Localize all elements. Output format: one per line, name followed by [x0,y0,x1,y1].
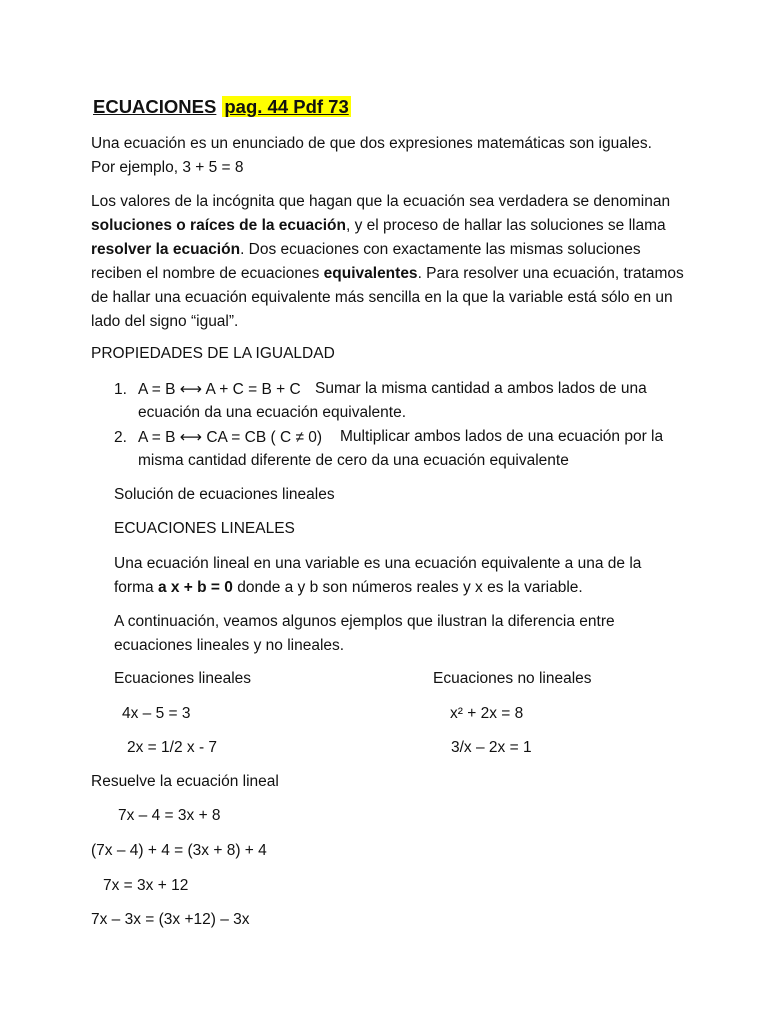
page-title [93,96,351,118]
definition-formula: a x + b = 0 [157,579,233,596]
title-highlight: pag. 44 Pdf 73 [224,96,349,117]
paragraph-solutions [91,190,691,334]
linear-example-2: 2x = 1/2 x - 7 [127,739,218,756]
definition-text: donde a y b son números reales y x es la variable. [232,579,583,596]
paragraph-text: Los valores de la incógnita que hagan que la ecuación sea verdadera se denominan [91,193,671,210]
intro-line-1: Una ecuación es un enunciado de que dos expresiones matemáticas son iguales. [91,135,652,152]
definition-line-2 [114,579,583,597]
property-desc: misma cantidad diferente de cero da una ecuación equivalente [138,452,569,469]
solve-step-1: 7x – 4 = 3x + 8 [118,807,221,824]
solve-step-2: (7x – 4) + 4 = (3x + 8) + 4 [91,842,267,859]
property-item-1 [114,380,301,399]
solve-step-4: 7x – 3x = (3x +12) – 3x [91,911,250,928]
property-formula: A = B ⟷ CA = CB ( C ≠ 0) [138,429,323,446]
paragraph-bold: soluciones o raíces de la ecuación [91,217,346,234]
nonlinear-example-2: 3/x – 2x = 1 [451,739,532,756]
property-item-2 [114,428,322,447]
solve-heading: Resuelve la ecuación lineal [91,773,279,790]
continuation-line-2: ecuaciones lineales y no lineales. [114,637,345,654]
list-number: 2. [114,429,127,446]
paragraph-bold: equivalentes [323,265,418,282]
paragraph-text: . Para resolver una ecuación, tratamos de hallar una ecuación equivalente más sencilla en la que la variable está sólo en un lado del signo “igual”. [91,265,684,330]
intro-line-2: Por ejemplo, 3 + 5 = 8 [91,159,244,176]
property-desc: ecuación da una ecuación equivalente. [138,404,407,421]
property-formula: A = B ⟷ A + C = B + C [138,381,301,398]
list-number: 1. [114,381,127,398]
paragraph-text: , y el proceso de hallar las soluciones se llama [346,217,666,234]
solution-heading: Solución de ecuaciones lineales [114,486,335,503]
properties-heading: PROPIEDADES DE LA IGUALDAD [91,345,335,362]
nonlinear-example-1: x² + 2x = 8 [450,705,524,722]
linear-heading: ECUACIONES LINEALES [114,520,295,537]
nonlinear-examples-heading: Ecuaciones no lineales [433,670,592,687]
linear-examples-heading: Ecuaciones lineales [114,670,252,687]
paragraph-bold: resolver la ecuación [91,241,241,258]
property-desc: Multiplicar ambos lados de una ecuación por la [340,428,664,445]
solve-step-3: 7x = 3x + 12 [103,877,189,894]
definition-line-1: Una ecuación lineal en una variable es una ecuación equivalente a una de la [114,555,642,572]
linear-example-1: 4x – 5 = 3 [122,705,191,722]
paragraph-text: . Dos ecuaciones con exactamente las mismas soluciones reciben el nombre de ecuaciones [91,241,641,282]
property-desc: Sumar la misma cantidad a ambos lados de una [315,380,647,397]
title-main: ECUACIONES [93,96,217,117]
definition-text: forma [114,579,158,596]
continuation-line-1: A continuación, veamos algunos ejemplos que ilustran la diferencia entre [114,613,615,630]
